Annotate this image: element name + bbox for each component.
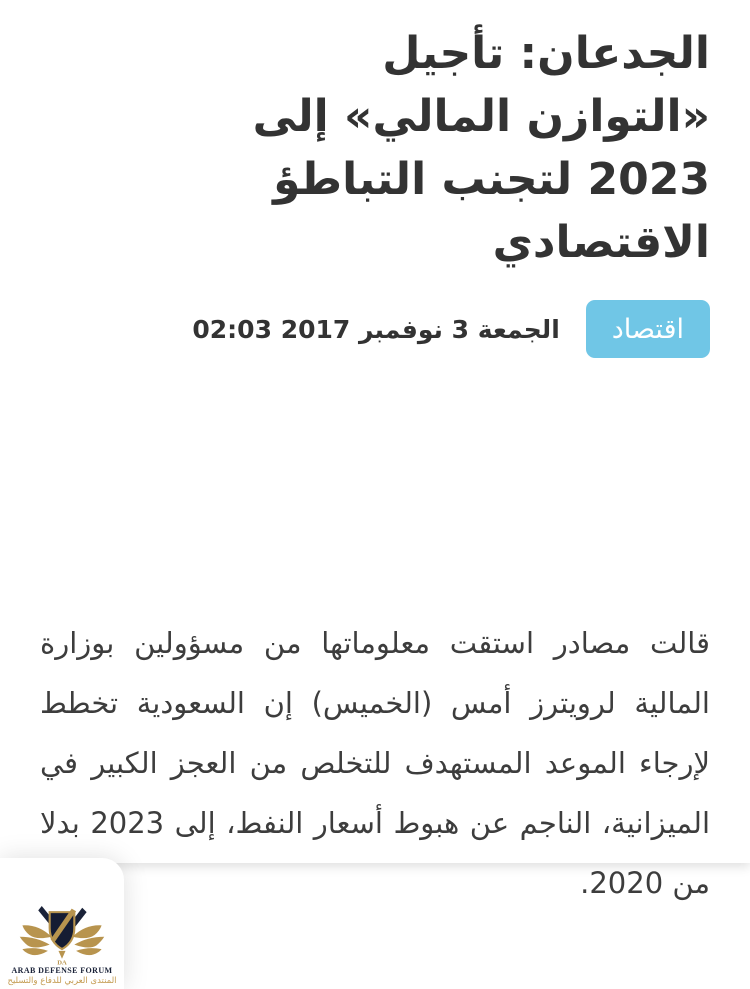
article-media-placeholder (40, 358, 710, 613)
watermark-org-name-en: ARAB DEFENSE FORUM (11, 966, 113, 975)
watermark-org-name-ar: المنتدى العربي للدفاع والتسليح (7, 976, 117, 986)
article-body: قالت مصادر استقت معلوماتها من مسؤولين بوزارة المالية لرويترز أمس (الخميس) إن السعودية تخطط لإرجاء الموعد المستهدف للتخلص من العجز الكبير في الميزانية، الناجم عن هبوط أسعار النفط، إلى 2023 بدلا من 2020. (40, 626, 710, 900)
article-headline: الجدعان: تأجيل «التوازن المالي» إلى 2023 لتجنب التباطؤ الاقتصادي (252, 28, 710, 268)
arab-defense-forum-watermark (0, 858, 124, 989)
winged-shield-logo-icon (18, 904, 106, 966)
logo-monogram: DA (57, 959, 67, 966)
article-meta-row (40, 300, 710, 358)
category-badge[interactable]: اقتصاد (586, 300, 710, 358)
article-date: الجمعة 3 نوفمبر 2017 02:03 (192, 314, 560, 344)
